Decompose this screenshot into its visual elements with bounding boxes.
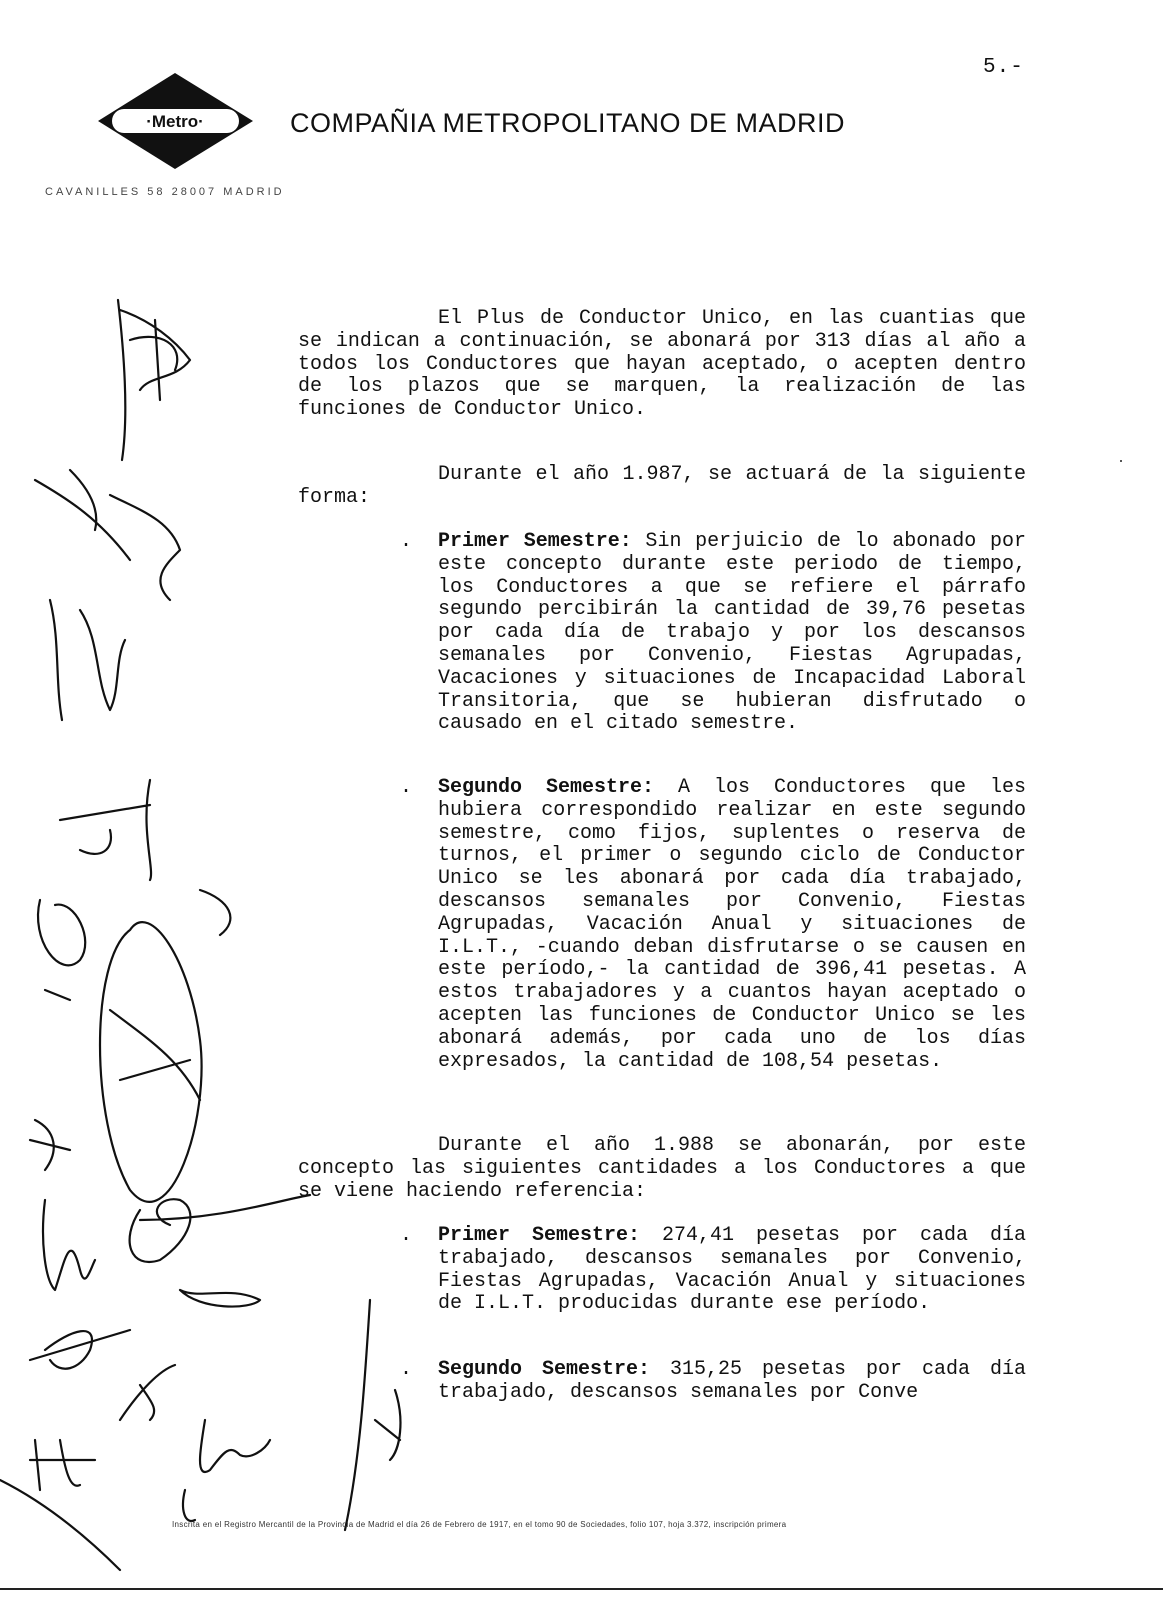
- signature-stroke: [43, 1200, 95, 1290]
- item-body: A los Conductores que les hubiera correspondido realizar en este segundo semestre, como fijos, suplentes o reserva de turnos, el primer o segundo ciclo de Conductor Unico se les abonará por cada día trabajado, descansos semanales por Convenio, Fiestas Agrupadas, Vacación Anual y situaciones de I.L.T., -cuando deban disfrutarse o se causen en este período,- la cantidad de 396,41 pesetas. A estos trabajadores y a cuantos hayan aceptado o acepten las funciones de Conductor Unico se les abonará además, por cada uno de los días expresados, la cantidad de 108,54 pesetas.: [438, 776, 1026, 1073]
- company-name: COMPAÑIA METROPOLITANO DE MADRID: [290, 108, 846, 138]
- item-body: 315,25 pesetas por cada día trabajado, descansos semanales por Conve: [438, 1358, 1026, 1404]
- signature-stroke: [200, 1420, 270, 1472]
- signature-stroke: [120, 1365, 175, 1420]
- signature-stroke: [200, 890, 230, 935]
- item-title: Primer Semestre:: [438, 1224, 641, 1247]
- list-item-1987-second-semester: [400, 776, 1026, 1073]
- item-title: Primer Semestre:: [438, 530, 632, 553]
- item-title: Segundo Semestre:: [438, 1358, 651, 1381]
- signature-stroke: [110, 1010, 200, 1100]
- paragraph-3-text: Durante el año 1.988 se abonarán, por este concepto las siguientes cantidades a los Conductores a que se viene haciendo referencia:: [298, 1134, 1026, 1203]
- signature-stroke: [118, 300, 190, 460]
- signature-stroke: [30, 1120, 70, 1170]
- signature-stroke: [50, 600, 125, 720]
- paragraph-1: [298, 308, 1026, 422]
- metro-logo: [98, 73, 253, 169]
- bullet: .: [400, 1224, 413, 1247]
- item-body: Sin perjuicio de lo abonado por este concepto durante este periodo de tiempo, los Conductores a que se refiere el párrafo segundo percibirán la cantidad de 39,76 pesetas por cada día de trabajo y por los descansos semanales por Convenio, Fiestas Agrupadas, Vacaciones y situaciones de Incapacidad Laboral Transitoria, que se hubieran disfrutado o causado en el citado semestre.: [438, 530, 1027, 736]
- signature-stroke: [38, 900, 85, 1000]
- signature-stroke: [183, 1490, 195, 1521]
- list-item-1988-first-semester: [400, 1224, 1026, 1316]
- signature-stroke: [30, 1330, 130, 1369]
- page-number: 5.-: [983, 56, 1024, 79]
- signature-stroke: [30, 1440, 95, 1490]
- bullet: .: [400, 1358, 413, 1381]
- signature-stroke: [35, 470, 180, 600]
- item-body: 274,41 pesetas por cada día trabajado, descansos semanales por Convenio, Fiestas Agrupadas, Vacación Anual y situaciones de I.L.T. producidas durante ese período.: [438, 1224, 1026, 1316]
- signature-stroke: [130, 1195, 310, 1262]
- footer-divider: [0, 1588, 1163, 1590]
- bullet: .: [400, 776, 413, 799]
- scan-speck: [1120, 460, 1122, 462]
- list-item-1987-first-semester: [400, 530, 1027, 736]
- paragraph-2-text: Durante el año 1.987, se actuará de la siguiente forma:: [298, 463, 1026, 509]
- list-item-text: [438, 531, 1026, 736]
- logo-text: ·Metro·: [146, 112, 204, 131]
- signature-stroke: [100, 922, 202, 1202]
- signature-stroke: [180, 1290, 260, 1307]
- bullet: .: [400, 530, 413, 553]
- list-item-text: [438, 777, 1026, 1073]
- company-address: CAVANILLES 58 28007 MADRID: [45, 186, 285, 198]
- signature-stroke: [345, 1300, 400, 1530]
- paragraph-2: [298, 464, 1026, 510]
- list-item-text: [438, 1225, 1026, 1316]
- paragraph-1-text: El Plus de Conductor Unico, en las cuantias que se indican a continuación, se abonará por 313 días al año a todos los Conductores que hayan aceptado, o acepten dentro de los plazos que se marquen, la realización de las funciones de Conductor Unico.: [298, 307, 1026, 422]
- signature-stroke: [0, 1480, 120, 1570]
- paragraph-3: [298, 1135, 1026, 1203]
- registry-footer: Inscrita en el Registro Mercantil de la Provincia de Madrid el día 26 de Febrero de 1917, en el tomo 90 de Sociedades, folio 107, hoja 3.372, inscripción primera: [172, 1520, 787, 1529]
- signature-stroke: [60, 780, 151, 880]
- item-title: Segundo Semestre:: [438, 776, 655, 799]
- list-item-text: [438, 1359, 1026, 1405]
- list-item-1988-second-semester: [400, 1358, 1026, 1405]
